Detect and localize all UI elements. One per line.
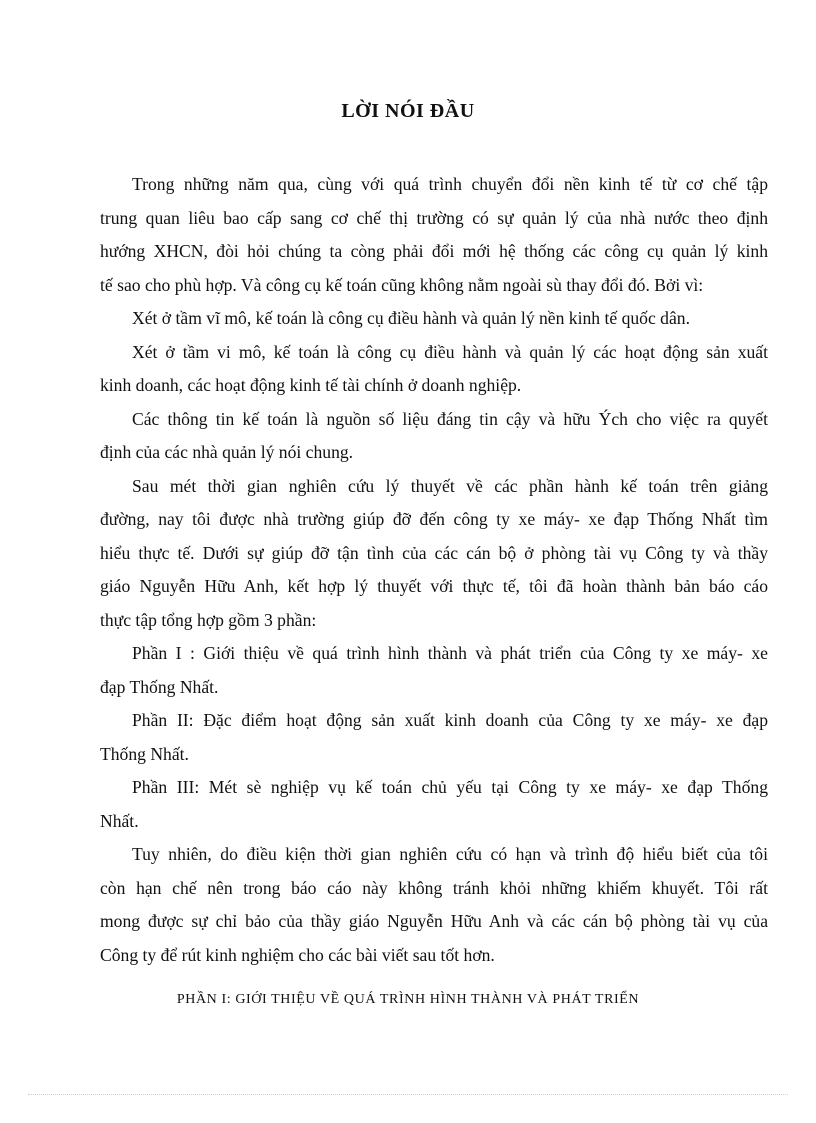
paragraph-line: tế sao cho phù hợp. Và công cụ kế toán cũng không nằm ngoài sù thay đổi đó. Bởi vì: bbox=[100, 274, 704, 295]
paragraph-first-line: Phần I : Giới thiệu về quá trình hình thành và phát triển của Công ty xe máy- xe bbox=[132, 643, 768, 663]
page-title: LỜI NÓI ĐẦU bbox=[341, 100, 475, 122]
paragraph-line: Nhất. bbox=[100, 810, 139, 831]
paragraph-first-line: Các thông tin kế toán là nguồn số liệu đáng tin cậy và hữu Ých cho việc ra quyết bbox=[132, 408, 768, 429]
paragraph-line: trung quan liêu bao cấp sang cơ chế thị trường có sự quản lý của nhà nước theo định bbox=[100, 207, 768, 228]
paragraph-line: hiểu thực tế. Dưới sự giúp đỡ tận tình của các cán bộ ở phòng tài vụ Công ty và thầy bbox=[100, 542, 768, 563]
paragraph-line: đường, nay tôi được nhà trường giúp đỡ đến công ty xe máy- xe đạp Thống Nhất tìm bbox=[100, 509, 768, 529]
paragraph-first-line: Phần III: Mét sè nghiệp vụ kế toán chủ yếu tại Công ty xe máy- xe đạp Thống bbox=[132, 777, 768, 797]
paragraph-line: thực tập tổng hợp gồm 3 phần: bbox=[100, 609, 317, 630]
paragraph-first-line: Xét ở tầm vĩ mô, kế toán là công cụ điều hành và quản lý nền kinh tế quốc dân. bbox=[132, 308, 690, 328]
paragraph-line: mong được sự chỉ bảo của thầy giáo Nguyễn Hữu Anh và các cán bộ phòng tài vụ của bbox=[100, 911, 768, 931]
paragraph-first-line: Phần II: Đặc điểm hoạt động sản xuất kinh doanh của Công ty xe máy- xe đạp bbox=[132, 710, 768, 730]
paragraph-line: giáo Nguyễn Hữu Anh, kết hợp lý thuyết với thực tế, tôi đã hoàn thành bản báo cáo bbox=[100, 576, 768, 596]
paragraph-first-line: Trong những năm qua, cùng với quá trình chuyển đổi nền kinh tế từ cơ chế tập bbox=[132, 174, 768, 194]
paragraph-line: hướng XHCN, đòi hỏi chúng ta còng phải đổi mới hệ thống các công cụ quản lý kinh bbox=[100, 241, 768, 261]
paragraph-first-line: Xét ở tầm vi mô, kế toán là công cụ điều hành và quản lý các hoạt động sản xuất bbox=[132, 341, 768, 362]
section-heading: PHẦN I: GIỚI THIỆU VỀ QUÁ TRÌNH HÌNH THÀNH VÀ PHÁT TRIỂN bbox=[176, 992, 640, 1007]
paragraph-line: đạp Thống Nhất. bbox=[100, 676, 219, 697]
paragraph-line: kinh doanh, các hoạt động kinh tế tài chính ở doanh nghiệp. bbox=[100, 375, 522, 395]
paragraph-line: Công ty để rút kinh nghiệm cho các bài viết sau tốt hơn. bbox=[100, 944, 495, 965]
paragraph-first-line: Tuy nhiên, do điều kiện thời gian nghiên cứu có hạn và trình độ hiểu biết của tôi bbox=[132, 844, 768, 864]
page-bottom-rule bbox=[28, 1094, 788, 1095]
paragraph-line: còn hạn chế nên trong báo cáo này không tránh khỏi những khiếm khuyết. Tôi rất bbox=[100, 877, 768, 898]
paragraph-line: Thống Nhất. bbox=[100, 743, 189, 764]
paragraph-line: định của các nhà quản lý nói chung. bbox=[100, 442, 354, 462]
body-text bbox=[100, 168, 768, 972]
paragraph-first-line: Sau mét thời gian nghiên cứu lý thuyết về các phần hành kế toán trên giảng bbox=[132, 475, 768, 496]
